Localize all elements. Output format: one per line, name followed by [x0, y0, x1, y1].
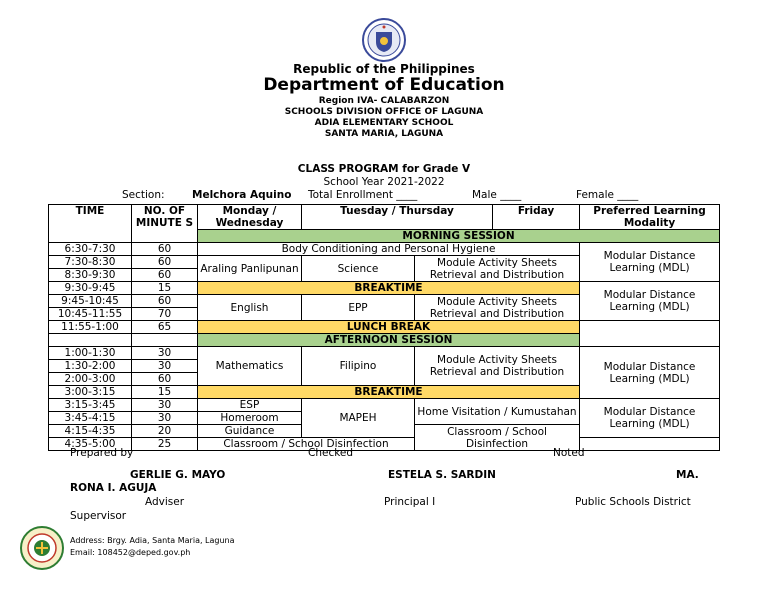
minutes-cell: 70	[132, 308, 198, 321]
subject-esp: ESP	[198, 399, 302, 412]
subject-homeroom: Homeroom	[198, 412, 302, 425]
subject-mathematics: Mathematics	[198, 347, 302, 386]
modality-mdl-3: Modular Distance Learning (MDL)	[580, 347, 720, 399]
table-row	[49, 438, 720, 451]
minutes-cell: 30	[132, 360, 198, 373]
header-department: Department of Education	[263, 75, 505, 95]
module-sheets-3: Module Activity Sheets Retrieval and Distribution	[415, 347, 580, 386]
supervisor-title-part2: Supervisor	[70, 510, 127, 522]
header-time: TIME	[49, 205, 132, 243]
minutes-cell	[132, 334, 198, 347]
minutes-cell: 15	[132, 282, 198, 295]
minutes-cell: 60	[132, 373, 198, 386]
adviser-name: GERLIE G. MAYO	[130, 469, 226, 481]
time-cell: 9:30-9:45	[49, 282, 132, 295]
principal-title: Principal I	[384, 496, 436, 508]
modality-mdl-1: Modular Distance Learning (MDL)	[580, 243, 720, 282]
table-row	[49, 282, 720, 295]
time-cell: 10:45-11:55	[49, 308, 132, 321]
header-minutes: NO. OF MINUTE S	[132, 205, 198, 243]
header-modality: Preferred Learning Modality	[580, 205, 720, 230]
subject-mapeh: MAPEH	[302, 399, 415, 438]
body-conditioning: Body Conditioning and Personal Hygiene	[198, 243, 580, 256]
time-cell: 1:00-1:30	[49, 347, 132, 360]
subject-epp: EPP	[302, 295, 415, 321]
table-row	[49, 243, 720, 256]
time-cell: 3:00-3:15	[49, 386, 132, 399]
modality-mdl-2: Modular Distance Learning (MDL)	[580, 282, 720, 321]
module-sheets-1: Module Activity Sheets Retrieval and Distribution	[415, 256, 580, 282]
home-visitation: Home Visitation / Kumustahan	[415, 399, 580, 425]
deped-seal-logo	[362, 18, 406, 62]
afternoon-session: AFTERNOON SESSION	[198, 334, 580, 347]
adviser-title: Adviser	[145, 496, 185, 508]
time-cell: 7:30-8:30	[49, 256, 132, 269]
time-cell: 2:00-3:00	[49, 373, 132, 386]
time-cell: 4:15-4:35	[49, 425, 132, 438]
header-friday: Friday	[493, 205, 580, 230]
section-label: Section:	[122, 189, 165, 201]
table-row	[49, 347, 720, 360]
subject-english: English	[198, 295, 302, 321]
table-row	[49, 321, 720, 334]
time-cell: 9:45-10:45	[49, 295, 132, 308]
prepared-by-label: Prepared by	[70, 447, 134, 459]
supervisor-name-part2: RONA I. AGUJA	[70, 482, 157, 494]
minutes-cell: 25	[132, 438, 198, 451]
header-division: SCHOOLS DIVISION OFFICE OF LAGUNA	[284, 107, 484, 117]
time-cell: 6:30-7:30	[49, 243, 132, 256]
minutes-cell: 60	[132, 256, 198, 269]
minutes-cell: 65	[132, 321, 198, 334]
header-mon-wed: Monday / Wednesday	[198, 205, 302, 230]
modality-mdl-4: Modular Distance Learning (MDL)	[580, 399, 720, 438]
section-value: Melchora Aquino	[192, 189, 292, 201]
footer-address: Address: Brgy. Adia, Santa Maria, Laguna	[70, 536, 235, 545]
time-cell: 1:30-2:00	[49, 360, 132, 373]
header-tue-thu: Tuesday / Thursday	[302, 205, 493, 230]
minutes-cell: 60	[132, 295, 198, 308]
morning-session: MORNING SESSION	[198, 230, 720, 243]
time-cell: 11:55-1:00	[49, 321, 132, 334]
subject-filipino: Filipino	[302, 347, 415, 386]
module-sheets-2: Module Activity Sheets Retrieval and Distribution	[415, 295, 580, 321]
time-cell: 8:30-9:30	[49, 269, 132, 282]
subject-guidance: Guidance	[198, 425, 302, 438]
breaktime-afternoon: BREAKTIME	[198, 386, 580, 399]
principal-name: ESTELA S. SARDIN	[388, 469, 496, 481]
modality-blank-last	[580, 438, 720, 451]
school-seal-logo	[20, 526, 64, 570]
time-cell: 3:45-4:15	[49, 412, 132, 425]
modality-blank	[580, 321, 720, 347]
time-cell	[49, 334, 132, 347]
table-header-row	[49, 205, 720, 230]
enrollment-label: Total Enrollment ____	[308, 189, 418, 201]
minutes-cell: 15	[132, 386, 198, 399]
minutes-cell: 30	[132, 412, 198, 425]
subject-science: Science	[302, 256, 415, 282]
classroom-disinfection-right: Classroom / School Disinfection	[415, 425, 580, 451]
header-region: Region IVA- CALABARZON	[318, 96, 450, 106]
supervisor-title-part1: Public Schools District	[575, 496, 691, 508]
lunch-break: LUNCH BREAK	[198, 321, 580, 334]
male-label: Male ____	[472, 189, 522, 201]
header-location: SANTA MARIA, LAGUNA	[324, 129, 444, 139]
checked-label: Checked	[308, 447, 354, 459]
class-schedule-table	[48, 204, 720, 451]
noted-label: Noted	[553, 447, 585, 459]
minutes-cell: 30	[132, 347, 198, 360]
subject-araling: Araling Panlipunan	[198, 256, 302, 282]
female-label: Female ____	[576, 189, 639, 201]
minutes-cell: 30	[132, 399, 198, 412]
minutes-cell: 20	[132, 425, 198, 438]
supervisor-name-part1: MA.	[676, 469, 699, 481]
breaktime-morning: BREAKTIME	[198, 282, 580, 295]
school-year: School Year 2021-2022	[323, 176, 445, 188]
header-school: ADIA ELEMENTARY SCHOOL	[314, 118, 454, 128]
program-title: CLASS PROGRAM for Grade V	[297, 163, 471, 175]
time-cell: 4:35-5:00	[49, 438, 132, 451]
table-row	[49, 399, 720, 412]
minutes-cell: 60	[132, 269, 198, 282]
time-cell: 3:15-3:45	[49, 399, 132, 412]
footer-email: Email: 108452@deped.gov.ph	[70, 548, 191, 557]
header-country: Republic of the Philippines	[293, 62, 475, 76]
classroom-disinfection-left: Classroom / School Disinfection	[198, 438, 415, 451]
minutes-cell: 60	[132, 243, 198, 256]
